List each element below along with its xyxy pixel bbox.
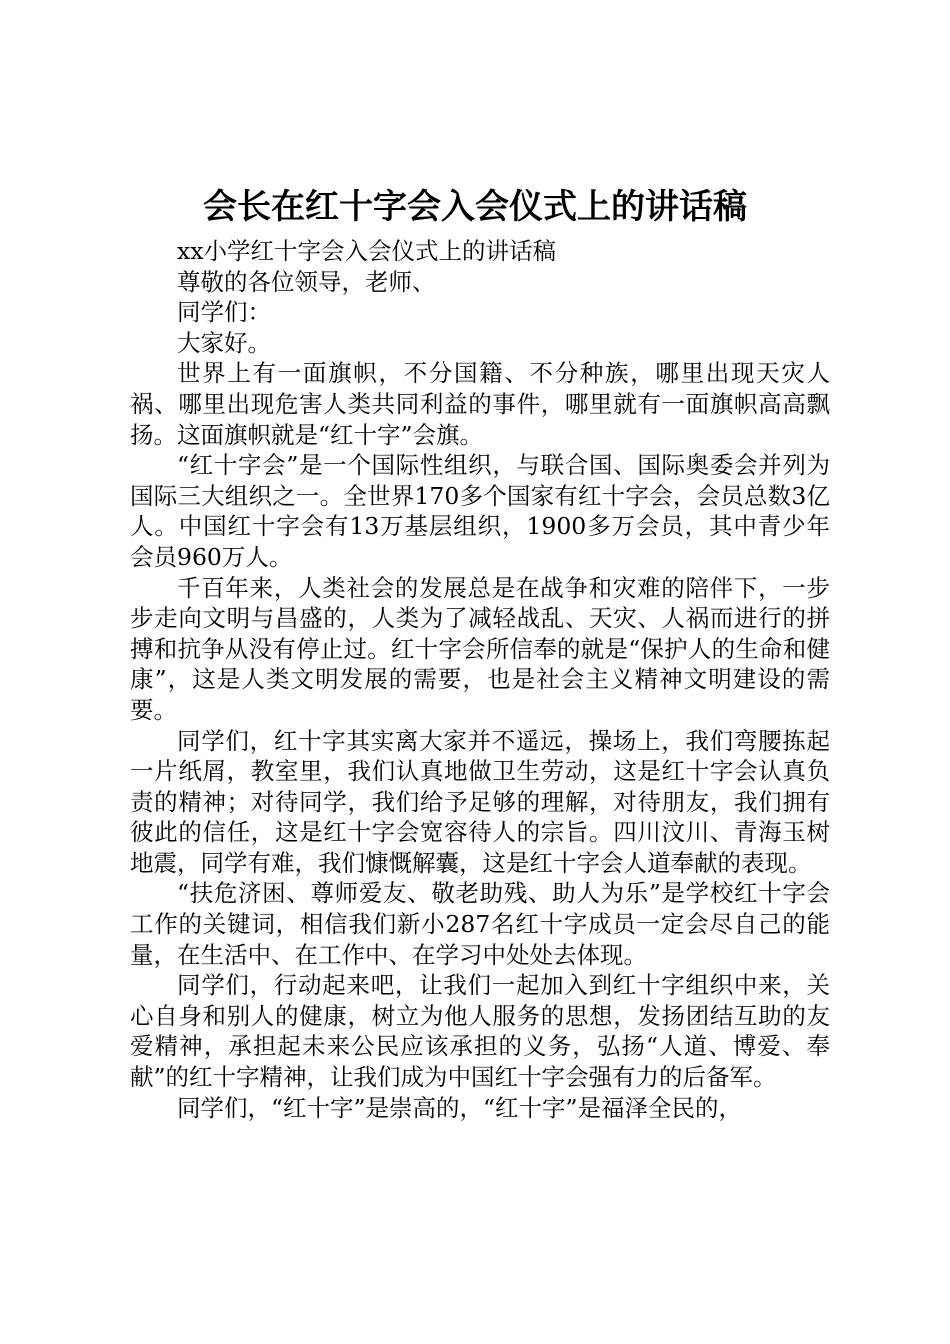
body-paragraph: 千百年来，人类社会的发展总是在战争和灾难的陪伴下，一步步走向文明与昌盛的，人类为了减轻战乱、天灾、人祸而进行的拼搏和抗争从没有停止过。红十字会所信奉的就是“保护人的生命和健康”，这是人类文明发展的需要，也是社会主义精神文明建设的需要。 (130, 573, 830, 724)
body-paragraph: 同学们，“红十字”是崇高的，“红十字”是福泽全民的， (177, 1093, 743, 1122)
body-paragraph: 世界上有一面旗帜，不分国籍、不分种族，哪里出现天灾人祸、哪里出现危害人类共同利益的事件，哪里就有一面旗帜高高飘扬。这面旗帜就是“红十字”会旗。 (130, 359, 830, 449)
body-paragraph: 同学们，行动起来吧，让我们一起加入到红十字组织中来，关心自身和别人的健康，树立为他人服务的思想，发扬团结互助的友爱精神，承担起未来公民应该承担的义务，弘扬“人道、博爱、奉献”的红十字精神，让我们成为中国红十字会强有力的后备军。 (130, 971, 830, 1092)
subtitle-line: xx小学红十字会入会仪式上的讲话稿 (177, 237, 557, 265)
greeting-line: 大家好。 (177, 328, 271, 357)
salutation-line: 同学们： (177, 298, 271, 327)
body-paragraph: “红十字会”是一个国际性组织，与联合国、国际奥委会并列为国际三大组织之一。全世界170多个国家有红十字会，会员总数3亿人。中国红十字会有13万基层组织，1900多万会员，其中青少年会员960万人。 (130, 451, 830, 571)
body-paragraph: “扶危济困、尊师爱友、敬老助残、助人为乐”是学校红十字会工作的关键词，相信我们新小287名红十字成员一定会尽自己的能量，在生活中、在工作中、在学习中处处去体现。 (130, 879, 830, 969)
document-title: 会长在红十字会入会仪式上的讲话稿 (203, 187, 747, 227)
salutation-line: 尊敬的各位领导，老师、 (177, 267, 436, 296)
document-body (130, 236, 830, 1123)
body-paragraph: 同学们，红十字其实离大家并不遥远，操场上，我们弯腰拣起一片纸屑，教室里，我们认真地做卫生劳动，这是红十字会认真负责的精神；对待同学，我们给予足够的理解，对待朋友，我们拥有彼此的信任，这是红十字会宽容待人的宗旨。四川汶川、青海玉树地震，同学有难，我们慷慨解囊，这是红十字会人道奉献的表现。 (130, 726, 830, 877)
